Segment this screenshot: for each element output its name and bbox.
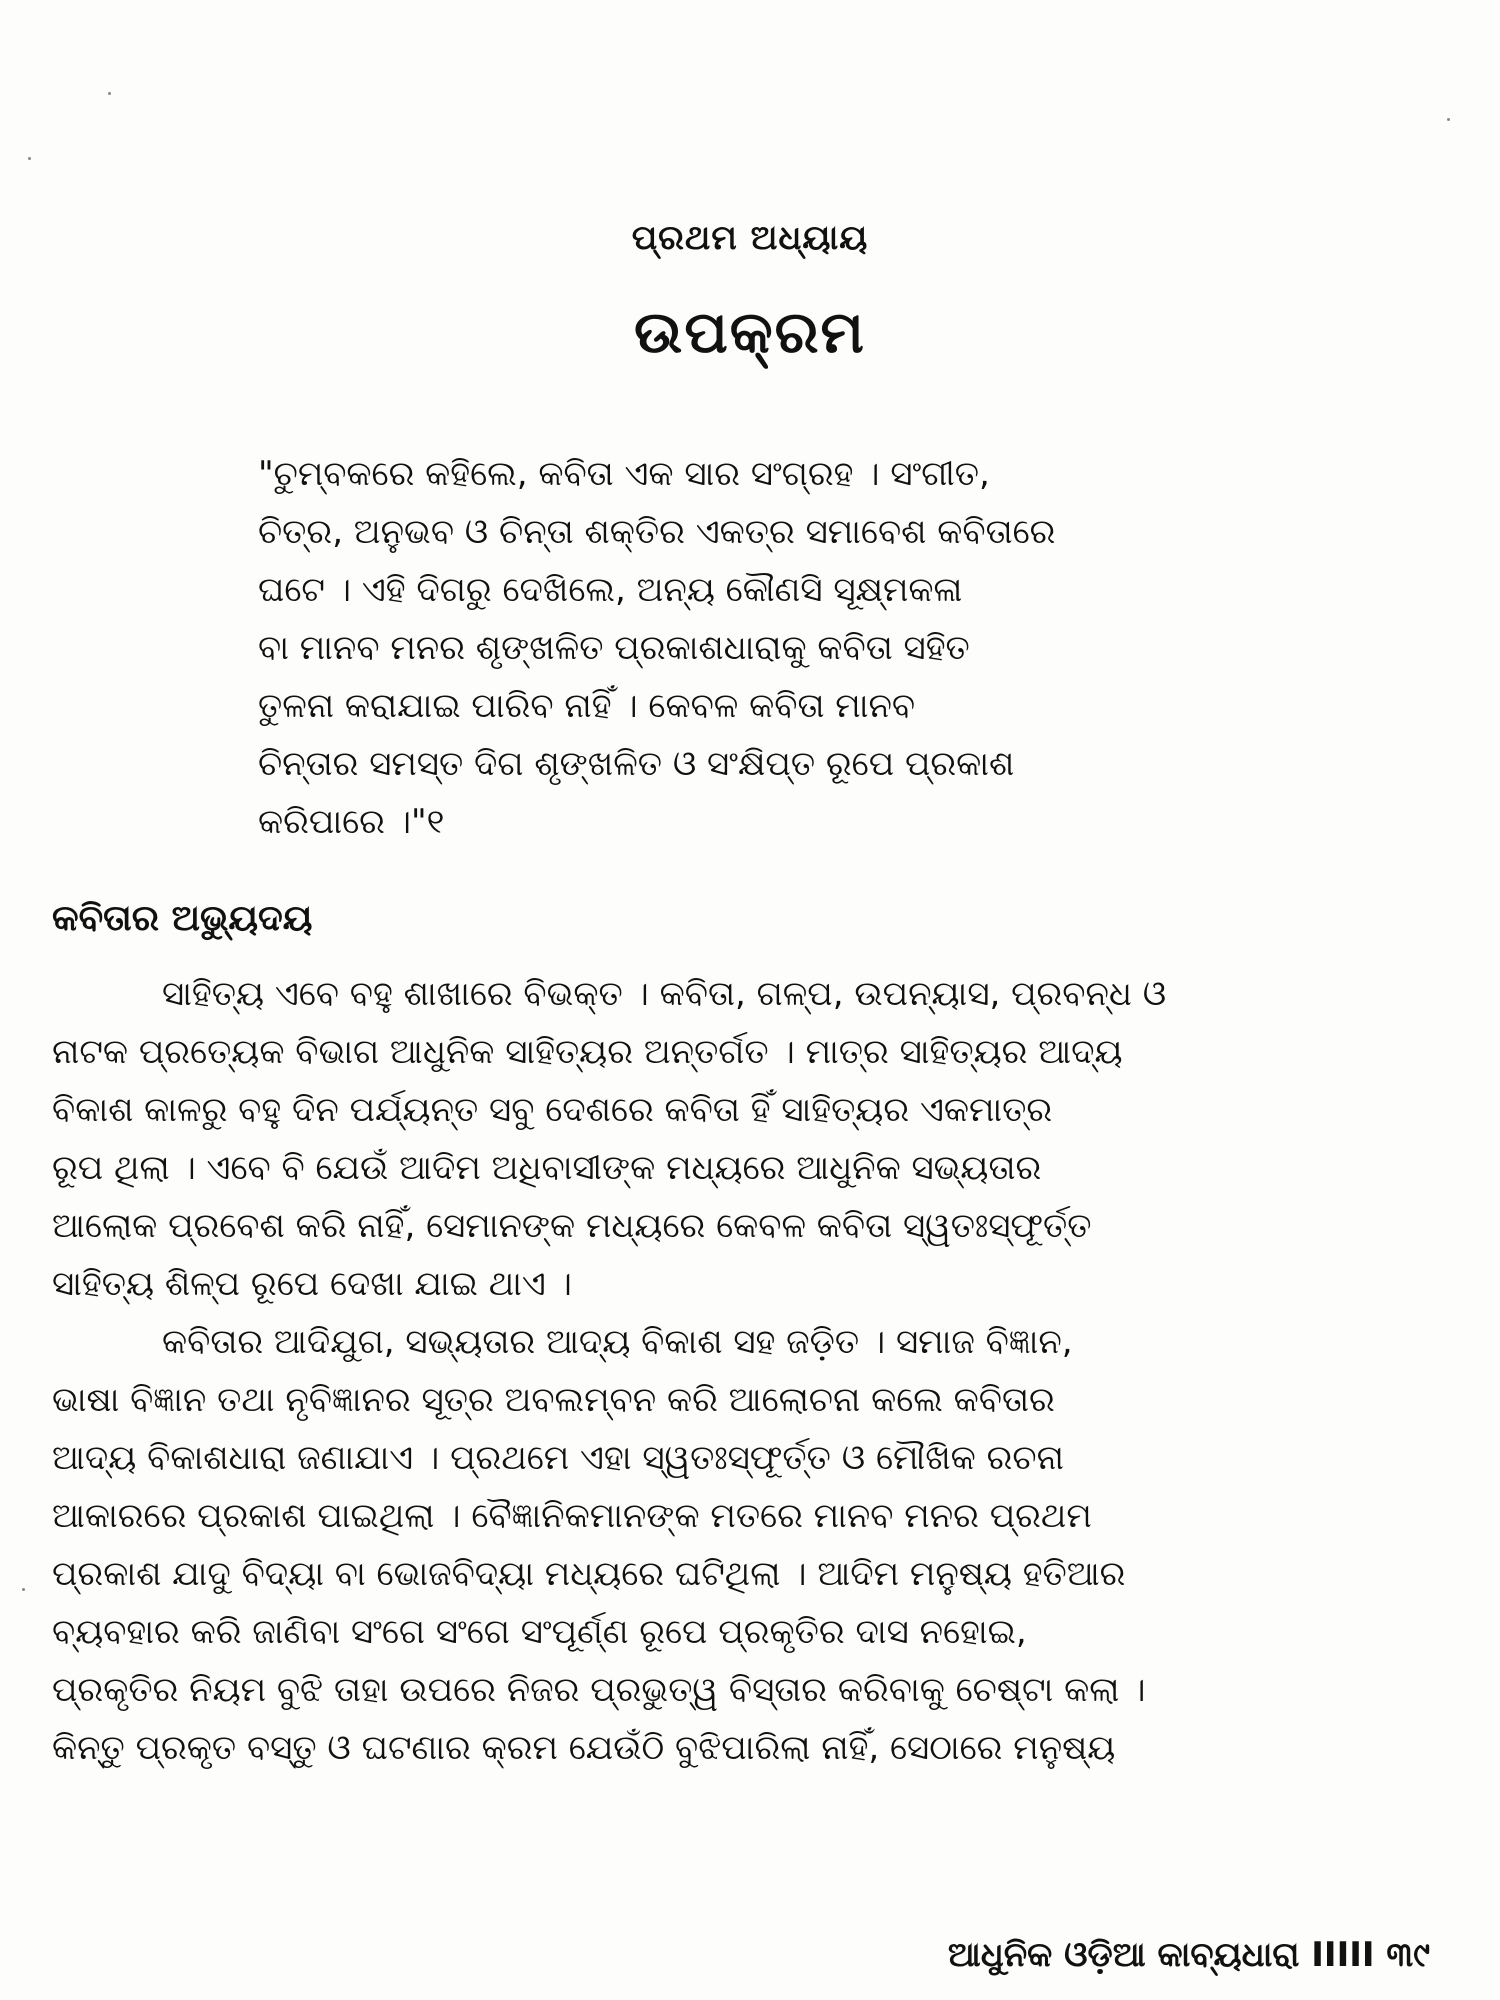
quote-line: ଘଟେ । ଏହି ଦିଗରୁ ଦେଖିଲେ, ଅନ୍ୟ କୌଣସି ସୂକ୍ଷ୍ମକଳା	[258, 570, 963, 610]
section-heading: କବିତାର ଅଭ୍ୟୁଦୟ	[52, 898, 313, 939]
quote-line: ଚିନ୍ତାର ସମସ୍ତ ଦିଗ ଶୃଙ୍ଖଳିତ ଓ ସଂକ୍ଷିପ୍ତ ରୂପେ ପ୍ରକାଶ	[258, 744, 1015, 784]
body-line: ପ୍ରକାଶ ଯାଦୁ ବିଦ୍ୟା ବା ଭୋଜବିଦ୍ୟା ମଧ୍ୟରେ ଘଟିଥିଲା । ଆଦିମ ମନୁଷ୍ୟ ହତିଆର	[52, 1554, 1126, 1594]
quote-line: ତୁଳନା କରାଯାଇ ପାରିବ ନାହିଁ । କେବଳ କବିତା ମାନବ	[258, 686, 916, 726]
body-line: ବିକାଶ କାଳରୁ ବହୁ ଦିନ ପର୍ଯ୍ୟନ୍ତ ସବୁ ଦେଶରେ କବିତା ହିଁ ସାହିତ୍ୟର ଏକମାତ୍ର	[52, 1090, 1053, 1130]
quote-line: କରିପାରେ ।"୧	[258, 802, 445, 842]
body-line: ସାହିତ୍ୟ ଶିଳ୍ପ ରୂପେ ଦେଖା ଯାଇ ଥାଏ ।	[52, 1264, 572, 1304]
body-line: ସାହିତ୍ୟ ଏବେ ବହୁ ଶାଖାରେ ବିଭକ୍ତ । କବିତା, ଗଳ୍ପ, ଉପନ୍ୟାସ, ପ୍ରବନ୍ଧ ଓ	[162, 974, 1167, 1014]
chapter-title: ଉପକ୍ରମ	[634, 298, 866, 366]
scan-speck	[108, 92, 111, 95]
body-line: ଭାଷା ବିଜ୍ଞାନ ତଥା ନୃବିଜ୍ଞାନର ସୂତ୍ର ଅବଲମ୍ବନ କରି ଆଲୋଚନା କଲେ କବିତାର	[52, 1380, 1055, 1420]
body-line: ଆଲୋକ ପ୍ରବେଶ କରି ନାହିଁ, ସେମାନଙ୍କ ମଧ୍ୟରେ କେବଳ କବିତା ସ୍ୱତଃସ୍ଫୂର୍ତ୍ତ	[52, 1206, 1092, 1246]
body-line: ଆଦ୍ୟ ବିକାଶଧାରା ଜଣାଯାଏ । ପ୍ରଥମେ ଏହା ସ୍ୱତଃସ୍ଫୂର୍ତ୍ତ ଓ ମୌଖିକ ରଚନା	[52, 1438, 1064, 1478]
page-footer	[948, 1935, 1430, 1975]
quote-line: ଚିତ୍ର, ଅନୁଭବ ଓ ଚିନ୍ତା ଶକ୍ତିର ଏକତ୍ର ସମାବେଶ କବିତାରେ	[258, 512, 1056, 552]
scan-speck	[1447, 118, 1450, 121]
body-line: ଆକାରରେ ପ୍ରକାଶ ପାଇଥିଲା । ବୈଜ୍ଞାନିକମାନଙ୍କ ମତରେ ମାନବ ମନର ପ୍ରଥମ	[52, 1496, 1092, 1536]
quote-line: "ଚୁମ୍ବକରେ କହିଲେ, କବିତା ଏକ ସାର ସଂଗ୍ରହ । ସଂଗୀତ,	[258, 454, 990, 494]
body-line: କବିତାର ଆଦିଯୁଗ, ସଭ୍ୟତାର ଆଦ୍ୟ ବିକାଶ ସହ ଜଡ଼ିତ । ସମାଜ ବିଜ୍ଞାନ,	[162, 1322, 1073, 1362]
footer-book-title: ଆଧୁନିକ ଓଡ଼ିଆ କାବ୍ୟଧାରା	[947, 1935, 1300, 1975]
body-text	[52, 965, 1452, 1777]
paragraph-1	[52, 965, 1452, 1313]
paragraph-2	[52, 1313, 1452, 1777]
scan-speck	[22, 1588, 25, 1591]
page-number: ୩୯	[1386, 1935, 1430, 1975]
body-line: ନାଟକ ପ୍ରତ୍ୟେକ ବିଭାଗ ଆଧୁନିକ ସାହିତ୍ୟର ଅନ୍ତର୍ଗତ । ମାତ୍ର ସାହିତ୍ୟର ଆଦ୍ୟ	[52, 1032, 1123, 1072]
footer-separator: IIIII	[1311, 1935, 1375, 1975]
body-line: କିନ୍ତୁ ପ୍ରକୃତ ବସ୍ତୁ ଓ ଘଟଣାର କ୍ରମ ଯେଉଁଠି ବୁଝିପାରିଲା ନାହିଁ, ସେଠାରେ ମନୁଷ୍ୟ	[52, 1728, 1116, 1768]
body-line: ବ୍ୟବହାର କରି ଜାଣିବା ସଂଗେ ସଂଗେ ସଂପୂର୍ଣ୍ଣ ରୂପେ ପ୍ରକୃତିର ଦାସ ନହୋଇ,	[52, 1612, 1027, 1652]
quote-line: ବା ମାନବ ମନର ଶୃଙ୍ଖଳିତ ପ୍ରକାଶଧାରାକୁ କବିତା ସହିତ	[258, 628, 970, 668]
body-line: ରୂପ ଥିଲା । ଏବେ ବି ଯେଉଁ ଆଦିମ ଅଧିବାସୀଙ୍କ ମଧ୍ୟରେ ଆଧୁନିକ ସଭ୍ୟତାର	[52, 1148, 1042, 1188]
scan-speck	[28, 157, 31, 160]
body-line: ପ୍ରକୃତିର ନିୟମ ବୁଝି ତାହା ଉପରେ ନିଜର ପ୍ରଭୁତ୍ୱ ବିସ୍ତାର କରିବାକୁ ଚେଷ୍ଟା କଲା ।	[52, 1670, 1146, 1710]
chapter-label: ପ୍ରଥମ ଅଧ୍ୟାୟ	[631, 218, 869, 258]
epigraph-quote	[258, 445, 1258, 851]
